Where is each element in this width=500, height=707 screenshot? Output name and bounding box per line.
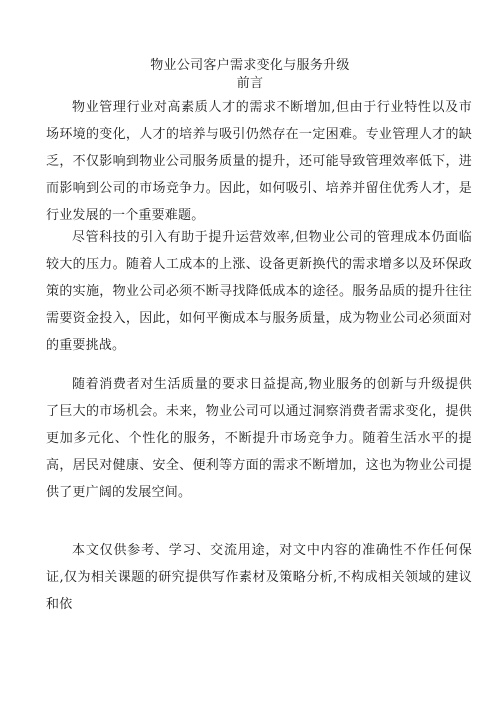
paragraph-1: 物业管理行业对高素质人才的需求不断增加,但由于行业特性以及市场环境的变化，人才的培养与吸引仍然存在一定困难。专业管理人才的缺乏，不仅影响到物业公司服务质量的提升，还可能导致管理效率低下，进而影响到公司的市场竞争力。因此，如何吸引、培养并留住优秀人才，是行业发展的一个重要难题。: [46, 100, 472, 223]
paragraph-2: 尽管科技的引入有助于提升运营效率,但物业公司的管理成本仍面临较大的压力。随着人工成本的上涨、设备更新换代的需求增多以及环保政策的实施，物业公司必须不断寻找降低成本的途径。服务品质的提升往往需要资金投入，因此，如何平衡成本与服务质量，成为物业公司必须面对的重要挑战。: [46, 230, 472, 353]
document-subtitle: 前言: [236, 76, 264, 91]
document-title: 物业公司客户需求变化与服务升级: [150, 58, 350, 73]
paragraph-4: 本文仅供参考、学习、交流用途，对文中内容的准确性不作任何保证,仅为相关课题的研究提供写作素材及策略分析,不构成相关领域的建议和依: [46, 543, 472, 612]
paragraph-3: 随着消费者对生活质量的要求日益提高,物业服务的创新与升级提供了巨大的市场机会。未来，物业公司可以通过洞察消费者需求变化，提供更加多元化、个性化的服务，不断提升市场竞争力。随着生活水平的提高，居民对健康、安全、便利等方面的需求不断增加，这也为物业公司提供了更广阔的发展空间。: [46, 377, 472, 500]
